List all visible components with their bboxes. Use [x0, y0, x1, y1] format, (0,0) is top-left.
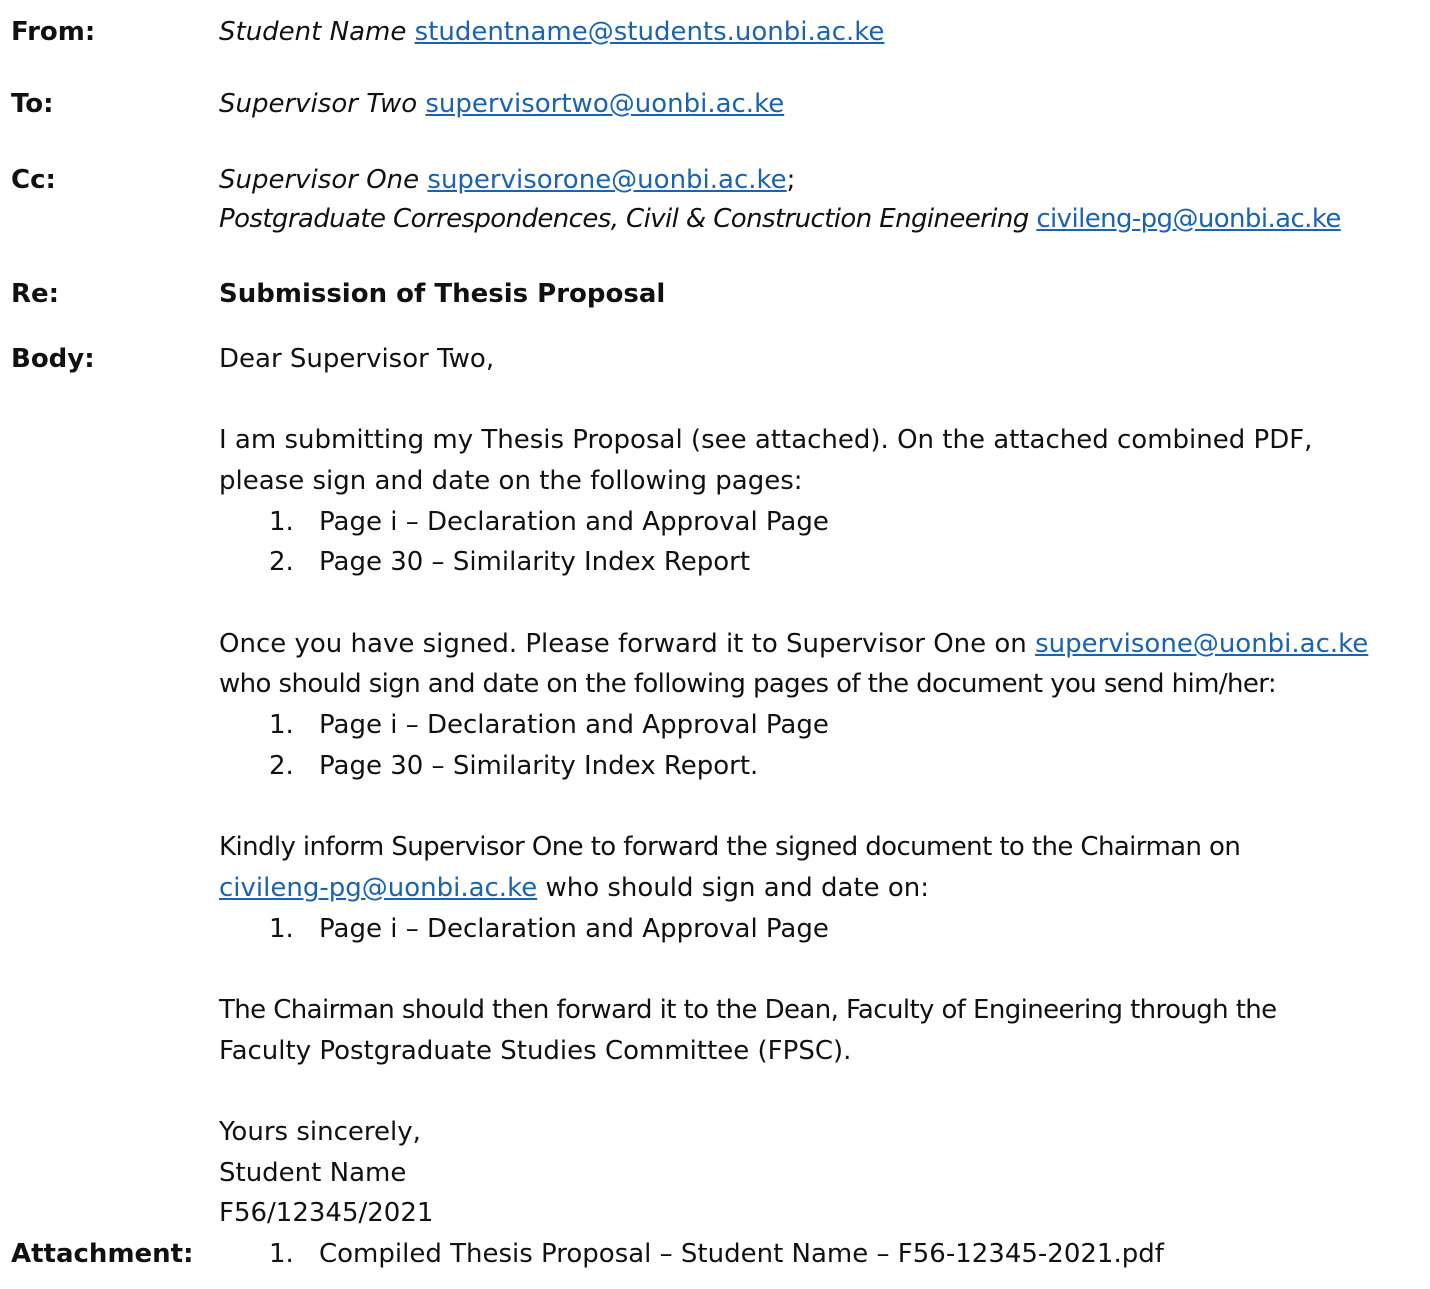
re-subject: Submission of Thesis Proposal: [219, 279, 666, 309]
signature-reg-number: F56/12345/2021: [219, 1198, 434, 1228]
list-number: 1.: [269, 507, 294, 537]
to-label: To:: [11, 89, 54, 119]
to-name: Supervisor Two: [219, 89, 418, 119]
cc-line-1: [219, 164, 795, 196]
list-text: Page i – Declaration and Approval Page: [319, 507, 829, 537]
cc1-name: Supervisor One: [219, 165, 420, 195]
list-number: 2.: [269, 751, 294, 781]
list-text: Page i – Declaration and Approval Page: [319, 710, 829, 740]
list-text: Page 30 – Similarity Index Report.: [319, 751, 759, 781]
chairman-email-link[interactable]: civileng-pg@uonbi.ac.ke: [219, 873, 538, 903]
paragraph-3-line-2: [219, 872, 929, 904]
paragraph-1-line-1: I am submitting my Thesis Proposal (see attached). On the attached combined PDF,: [219, 425, 1313, 455]
supervisor-one-email-link[interactable]: supervisone@uonbi.ac.ke: [1035, 629, 1369, 659]
list-text: Page i – Declaration and Approval Page: [319, 914, 829, 944]
list-number: 2.: [269, 547, 294, 577]
from-name: Student Name: [219, 17, 407, 47]
cc-line-2: [219, 203, 1341, 235]
body-label: Body:: [11, 344, 95, 374]
list-text: Page 30 – Similarity Index Report: [319, 547, 751, 577]
paragraph-2-line-2: who should sign and date on the following pages of the document you send him/her:: [219, 669, 1277, 699]
paragraph-1-line-2: please sign and date on the following pages:: [219, 466, 803, 496]
cc-label: Cc:: [11, 165, 56, 195]
from-label: From:: [11, 17, 96, 47]
list-number: 1.: [269, 914, 294, 944]
paragraph-4-line-2: Faculty Postgraduate Studies Committee (FPSC).: [219, 1036, 852, 1066]
cc1-email-link[interactable]: supervisorone@uonbi.ac.ke: [427, 165, 787, 195]
from-email-link[interactable]: studentname@students.uonbi.ac.ke: [414, 17, 885, 47]
attachment-label: Attachment:: [11, 1239, 194, 1269]
paragraph-3-line-1: Kindly inform Supervisor One to forward the signed document to the Chairman on: [219, 832, 1241, 862]
to-line: [219, 88, 784, 120]
from-line: [219, 16, 884, 48]
cc1-separator: ;: [786, 165, 796, 195]
paragraph-2-text: Once you have signed. Please forward it to Supervisor One on: [219, 629, 1036, 659]
paragraph-3-text: who should sign and date on:: [537, 873, 930, 903]
cc2-email-link[interactable]: civileng-pg@uonbi.ac.ke: [1036, 204, 1341, 234]
paragraph-2-line-1: [219, 628, 1368, 660]
cc2-name: Postgraduate Correspondences, Civil & Construction Engineering: [219, 204, 1029, 234]
re-label: Re:: [11, 279, 60, 309]
paragraph-4-line-1: The Chairman should then forward it to the Dean, Faculty of Engineering through the: [219, 995, 1277, 1025]
to-email-link[interactable]: supervisortwo@uonbi.ac.ke: [425, 89, 785, 119]
greeting: Dear Supervisor Two,: [219, 344, 495, 374]
signature-name: Student Name: [219, 1158, 407, 1188]
attachment-filename[interactable]: Compiled Thesis Proposal – Student Name – F56-12345-2021.pdf: [319, 1239, 1164, 1269]
closing: Yours sincerely,: [219, 1117, 421, 1147]
list-number: 1.: [269, 710, 294, 740]
list-number: 1.: [269, 1239, 294, 1269]
